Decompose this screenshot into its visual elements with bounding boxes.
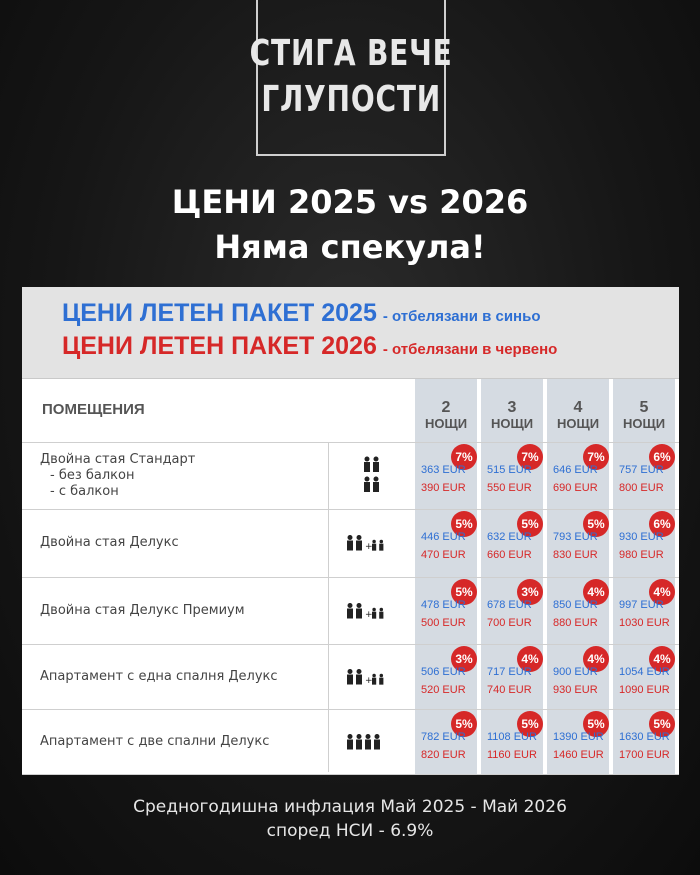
price-2026: 1160 EUR: [487, 749, 537, 761]
svg-text:+: +: [365, 675, 371, 686]
column-header: [611, 399, 677, 431]
price-2026: 660 EUR: [487, 549, 532, 561]
column-nights-label: НОЩИ: [622, 416, 666, 431]
legend-2025-title: ЦЕНИ ЛЕТЕН ПАКЕТ 2025: [62, 299, 377, 327]
price-2026: 1700 EUR: [619, 749, 670, 761]
price-2026: 880 EUR: [553, 617, 598, 629]
price-2026: 800 EUR: [619, 482, 664, 494]
price-2026: 980 EUR: [619, 549, 664, 561]
price-2025: 446 EUR: [421, 531, 466, 543]
headline-subtitle: Няма спекула!: [214, 228, 486, 266]
price-2025: 363 EUR: [421, 464, 466, 476]
price-2026: 930 EUR: [553, 684, 598, 696]
price-2025: 850 EUR: [553, 599, 598, 611]
price-2026: 700 EUR: [487, 617, 532, 629]
price-2026: 470 EUR: [421, 549, 466, 561]
room-title: Апартамент с една спалня Делукс: [40, 668, 278, 684]
column-nights-label: НОЩИ: [424, 416, 468, 431]
footer-inflation: Средногодишна инфлация Май 2025 - Май 2026: [133, 797, 567, 817]
price-2025: 1108 EUR: [487, 731, 537, 743]
increase-badge: 5%: [517, 511, 543, 537]
increase-badge: 5%: [451, 511, 477, 537]
increase-badge: 7%: [517, 444, 543, 470]
price-2025: 793 EUR: [553, 531, 598, 543]
price-2025: 515 EUR: [487, 464, 532, 476]
price-2025: 1390 EUR: [553, 731, 604, 743]
room-variant: - без балкон: [50, 467, 135, 483]
price-2025: 506 EUR: [421, 666, 466, 678]
increase-badge: 4%: [649, 646, 675, 672]
increase-badge: 3%: [517, 579, 543, 605]
price-2025: 717 EUR: [487, 666, 532, 678]
increase-badge: 4%: [517, 646, 543, 672]
column-header: [413, 399, 479, 431]
price-2026: 550 EUR: [487, 482, 532, 494]
row-divider: [22, 774, 679, 775]
price-2026: 520 EUR: [421, 684, 466, 696]
room-title: Апартамент с две спални Делукс: [40, 734, 270, 749]
column-header: [545, 399, 611, 431]
price-2025: 930 EUR: [619, 531, 664, 543]
price-2025: 478 EUR: [421, 599, 466, 611]
price-2025: 900 EUR: [553, 666, 598, 678]
price-2026: 740 EUR: [487, 684, 532, 696]
legend-2025-note: - отбелязани в синьо: [382, 308, 541, 325]
two-adults-two-children-icon: [346, 533, 388, 557]
increase-badge: 5%: [583, 511, 609, 537]
row-divider: [22, 577, 679, 578]
column-nights-number: 3: [507, 399, 517, 416]
increase-badge: 5%: [451, 579, 477, 605]
row-divider: [22, 509, 679, 510]
room-name: [40, 452, 195, 500]
legend-2026-title: ЦЕНИ ЛЕТЕН ПАКЕТ 2026: [62, 332, 377, 360]
increase-badge: 4%: [583, 646, 609, 672]
price-2025: 1054 EUR: [619, 666, 670, 678]
price-2025: 757 EUR: [619, 464, 664, 476]
four-adults-icon: [346, 732, 385, 756]
logo-line-1: СТИГА ВЕЧЕ: [249, 33, 453, 74]
row-divider: [22, 442, 679, 443]
person-pair-icon: [362, 456, 382, 500]
price-2025: 1630 EUR: [619, 731, 670, 743]
increase-badge: 5%: [649, 711, 675, 737]
two-adults-two-children-icon: [346, 667, 388, 691]
increase-badge: 4%: [649, 579, 675, 605]
increase-badge: 7%: [583, 444, 609, 470]
room-title: Двойна стая Делукс Премиум: [40, 602, 245, 618]
column-nights-number: 2: [441, 399, 451, 416]
increase-badge: 4%: [583, 579, 609, 605]
legend-2025: [62, 299, 541, 328]
price-2026: 830 EUR: [553, 549, 598, 561]
column-nights-label: НОЩИ: [490, 416, 534, 431]
price-2026: 390 EUR: [421, 482, 466, 494]
room-name: [40, 603, 245, 619]
row-divider: [22, 709, 679, 710]
logo-line-2: ГЛУПОСТИ: [261, 79, 441, 120]
increase-badge: 3%: [451, 646, 477, 672]
price-2025: 678 EUR: [487, 599, 532, 611]
svg-text:+: +: [365, 542, 371, 552]
price-2026: 690 EUR: [553, 482, 598, 494]
price-2026: 1090 EUR: [619, 684, 670, 696]
increase-badge: 5%: [517, 711, 543, 737]
price-table-card: [22, 287, 679, 775]
brand-logo: [249, 0, 453, 156]
row-divider: [22, 644, 679, 645]
headline-title: ЦЕНИ 2025 vs 2026: [171, 183, 529, 221]
column-header: [479, 399, 545, 431]
room-name: [40, 669, 278, 685]
column-nights-label: НОЩИ: [556, 416, 600, 431]
room-name: [40, 535, 179, 551]
two-adults-two-children-icon: [346, 601, 388, 625]
price-2026: 1030 EUR: [619, 617, 670, 629]
price-2025: 646 EUR: [553, 464, 598, 476]
increase-badge: 5%: [451, 711, 477, 737]
column-nights-number: 4: [573, 399, 583, 416]
room-title: Двойна стая Делукс: [40, 535, 179, 550]
room-title: Двойна стая Стандарт: [40, 451, 196, 467]
rooms-header: ПОМЕЩЕНИЯ: [42, 401, 145, 418]
price-2025: 632 EUR: [487, 531, 532, 543]
increase-badge: 7%: [451, 444, 477, 470]
footer-source: според НСИ - 6.9%: [266, 821, 434, 841]
svg-text:+: +: [365, 609, 371, 620]
price-2026: 1460 EUR: [553, 749, 604, 761]
room-name: [40, 734, 269, 750]
column-divider: [328, 442, 329, 772]
room-variant: - с балкон: [50, 483, 119, 499]
increase-badge: 5%: [583, 711, 609, 737]
legend-2026: [62, 332, 557, 361]
price-2025: 782 EUR: [421, 731, 466, 743]
price-2026: 820 EUR: [421, 749, 466, 761]
legend: [22, 287, 679, 379]
increase-badge: 6%: [649, 444, 675, 470]
price-2026: 500 EUR: [421, 617, 466, 629]
increase-badge: 6%: [649, 511, 675, 537]
price-2025: 997 EUR: [619, 599, 664, 611]
legend-2026-note: - отбелязани в червено: [382, 341, 558, 358]
column-nights-number: 5: [639, 399, 649, 416]
